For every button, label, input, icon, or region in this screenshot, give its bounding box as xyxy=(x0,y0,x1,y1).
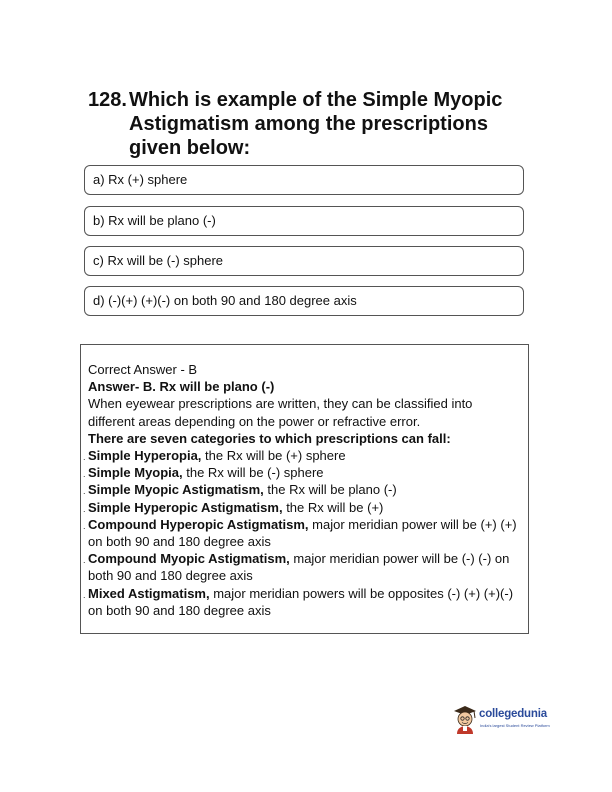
category-desc: the Rx will be (+) xyxy=(282,499,384,515)
logo-tagline: India's largest Student Review Platform xyxy=(480,723,550,728)
answer-explanation-box xyxy=(80,344,529,634)
correct-answer-line: Correct Answer - B xyxy=(88,362,198,377)
list-marker: . xyxy=(83,503,86,514)
collegedunia-logo xyxy=(452,705,562,735)
logo-brand-text: collegedunia xyxy=(479,708,547,720)
option-c[interactable] xyxy=(84,246,524,276)
category-term: Simple Hyperopia, xyxy=(88,448,202,464)
option-a-label: a) Rx (+) sphere xyxy=(93,172,188,187)
option-d[interactable] xyxy=(84,286,524,316)
category-item xyxy=(83,447,522,464)
list-marker: . xyxy=(83,452,86,463)
question-text: Which is example of the Simple Myopic Astigmatism among the prescriptions given below: xyxy=(129,89,503,159)
list-marker: . xyxy=(83,469,86,480)
category-term: Simple Hyperopic Astigmatism, xyxy=(88,499,283,515)
option-b[interactable] xyxy=(84,206,524,236)
list-marker: . xyxy=(83,555,86,566)
question-number: 128. xyxy=(88,89,127,111)
category-desc: the Rx will be (-) sphere xyxy=(182,465,324,481)
category-item xyxy=(83,499,522,516)
question xyxy=(88,88,528,160)
category-desc: the Rx will be plano (-) xyxy=(263,482,397,498)
category-item xyxy=(83,585,522,619)
intro-text: When eyewear prescriptions are written, they can be classified into different areas depending on the power or refractive error. xyxy=(88,396,473,429)
list-marker: . xyxy=(83,486,86,497)
category-term: Compound Myopic Astigmatism, xyxy=(88,551,290,567)
answer-line: Answer- B. Rx will be plano (-) xyxy=(88,379,275,395)
list-marker: . xyxy=(83,520,86,531)
option-b-label: b) Rx will be plano (-) xyxy=(93,213,216,228)
category-term: Mixed Astigmatism, xyxy=(88,585,210,601)
category-term: Simple Myopic Astigmatism, xyxy=(88,482,264,498)
category-item xyxy=(83,464,522,481)
option-d-label: d) (-)(+) (+)(-) on both 90 and 180 degree axis xyxy=(93,293,357,308)
categories-heading: There are seven categories to which prescriptions can fall: xyxy=(88,430,451,446)
category-term: Compound Hyperopic Astigmatism, xyxy=(88,516,309,532)
category-desc: the Rx will be (+) sphere xyxy=(201,448,346,464)
category-item xyxy=(83,516,522,550)
list-marker: . xyxy=(83,589,86,600)
option-a[interactable] xyxy=(84,165,524,195)
category-item xyxy=(83,550,522,584)
category-item xyxy=(83,481,522,498)
option-c-label: c) Rx will be (-) sphere xyxy=(93,253,224,268)
mascot-icon xyxy=(452,705,478,735)
category-desc: major meridian power will be (-) (-) on both 90 and 180 degree axis xyxy=(88,551,510,584)
category-desc: major meridian powers will be opposites (-) (+) (+)(-) on both 90 and 180 degree axis xyxy=(88,585,514,618)
category-term: Simple Myopia, xyxy=(88,465,183,481)
category-desc: major meridian power will be (+) (+) on both 90 and 180 degree axis xyxy=(88,516,517,550)
